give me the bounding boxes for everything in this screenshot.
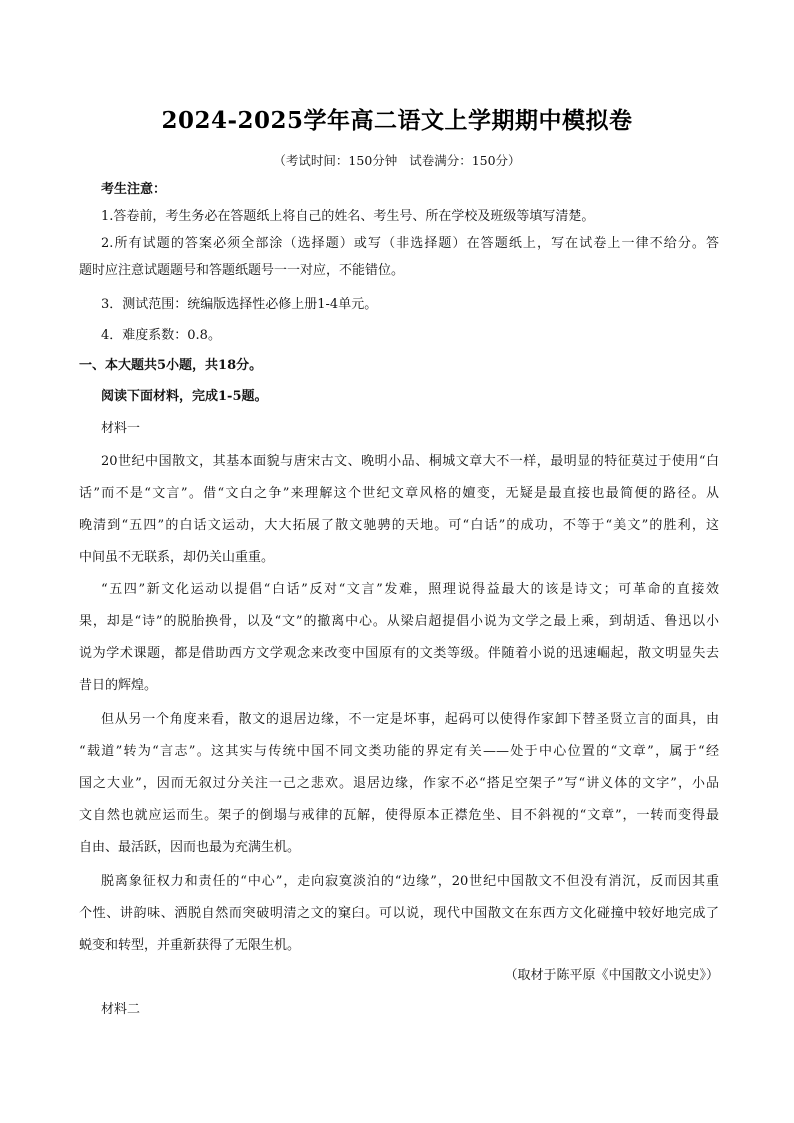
notice-item-1: 1.答卷前，考生务必在答题纸上将自己的姓名、考生号、所在学校及班级等填写清楚。 <box>101 209 595 224</box>
paragraph-line: 说为学术课题，都是借助西方文学观念来改变中国原有的文类等级。伴随着小说的迅速崛起，散文明显失去 <box>79 646 719 661</box>
source-citation: （取材于陈平原《中国散文小说史》） <box>504 968 719 983</box>
paragraph-line: 但从另一个角度来看，散文的退居边缘，不一定是坏事，起码可以使得作家卸下替圣贤立言的面具，由 <box>101 712 719 727</box>
page-title: 2024-2025学年高二语文上学期期中模拟卷 <box>161 107 633 134</box>
paragraph-line: 晚清到“五四”的白话文运动，大大拓展了散文驰骋的天地。可“白话”的成功，不等于“美文”的胜利，这 <box>79 518 719 533</box>
exam-info: （考试时间：150分钟 试卷满分：150分） <box>273 153 521 168</box>
paragraph-line: 国之大业”，因而无叙过分关注一己之悲欢。退居边缘，作家不必“搭足空架子”写“讲义体的文字”，小品 <box>79 776 719 791</box>
notice-item-3: 3．测试范围：统编版选择性必修上册1-4单元。 <box>101 297 378 312</box>
notice-heading: 考生注意： <box>101 182 167 197</box>
paragraph-line: “五四”新文化运动以提倡“白话”反对“文言”发难，照理说得益最大的该是诗文；可革命的直接效 <box>101 582 719 597</box>
section-heading: 一、本大题共5小题，共18分。 <box>79 358 263 373</box>
paragraph-line: 文自然也就应运而生。架子的倒塌与戒律的瓦解，使得原本正襟危坐、目不斜视的“文章”，一转而变得最 <box>79 808 719 823</box>
section-instruction: 阅读下面材料，完成1-5题。 <box>101 389 268 404</box>
paragraph-line: 自由、最活跃，因而也最为充满生机。 <box>79 840 301 855</box>
paragraph-line: 脱离象征权力和责任的“中心”，走向寂寞淡泊的“边缘”，20世纪中国散文不但没有消沉，反而因其重 <box>101 874 719 889</box>
paragraph-line: 20世纪中国散文，其基本面貌与唐宋古文、晚明小品、桐城文章大不一样，最明显的特征莫过于使用“白 <box>101 454 719 469</box>
paragraph-line: “载道”转为“言志”。这其实与传统中国不同文类功能的界定有关——处于中心位置的“文章”，属于“经 <box>79 744 719 759</box>
material-2-label: 材料二 <box>101 1002 141 1017</box>
notice-item-2: 2.所有试题的答案必须全部涂（选择题）或写（非选择题）在答题纸上，写在试卷上一律不给分。答 <box>101 236 719 251</box>
paragraph-line: 个性、讲韵味、洒脱自然而突破明清之文的窠臼。可以说，现代中国散文在东西方文化碰撞中较好地完成了 <box>79 906 719 921</box>
material-1-label: 材料一 <box>101 421 141 436</box>
paragraph-line: 话”而不是“文言”。借“文白之争”来理解这个世纪文章风格的嬗变，无疑是最直接也最简便的路径。从 <box>79 486 719 501</box>
notice-item-4: 4．难度系数：0.8。 <box>101 328 221 343</box>
paragraph-line: 昔日的辉煌。 <box>79 678 158 693</box>
paragraph-line: 果，却是“诗”的脱胎换骨，以及“文”的撤离中心。从梁启超提倡小说为文学之最上乘，到胡适、鲁迅以小 <box>79 614 719 629</box>
notice-item-2-cont: 题时应注意试题题号和答题纸题号一一对应，不能错位。 <box>79 263 405 278</box>
paragraph-line: 中间虽不无联系，却仍关山重重。 <box>79 550 275 565</box>
paragraph-line: 蜕变和转型，并重新获得了无限生机。 <box>79 938 301 953</box>
